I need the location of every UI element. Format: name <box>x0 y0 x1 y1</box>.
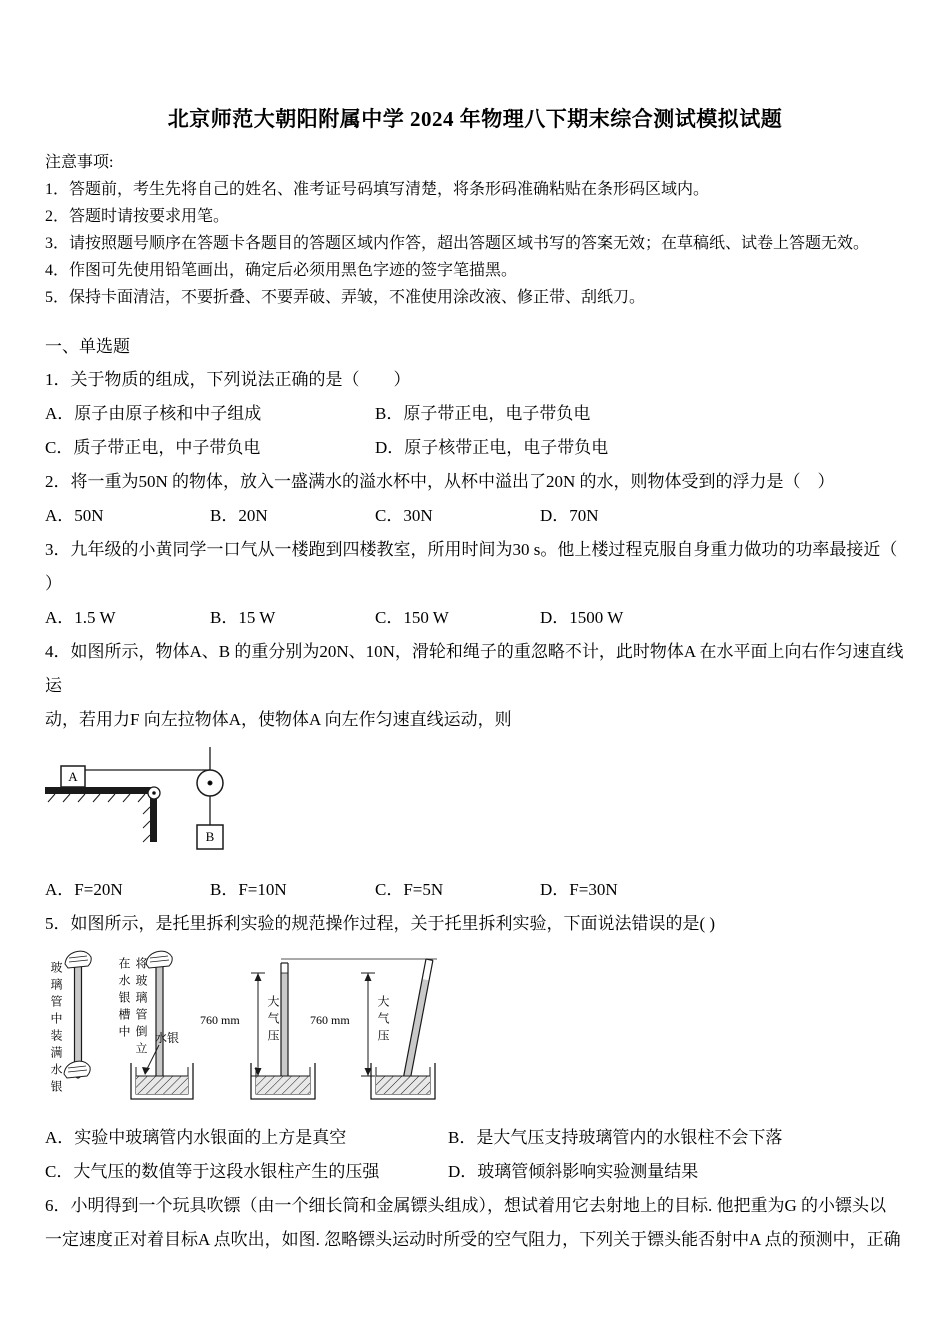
question-stem: 2．将一重为50N 的物体，放入一盛满水的溢水杯中，从杯中溢出了20N 的水，则物体受到的浮力是（ ） <box>45 472 835 491</box>
label-mercury: 水银 <box>155 1031 180 1045</box>
notice-heading: 注意事项: <box>45 154 114 171</box>
section-heading: 一、单选题 <box>45 337 130 356</box>
label-invert-into-trough: 将玻璃管倒立在水银槽中 <box>117 957 148 1059</box>
measure-arrow-760-icon <box>361 973 375 1076</box>
notice-item: 2．答题时请按要求用笔。 <box>45 208 230 225</box>
barometer-tube-icon <box>281 963 288 1089</box>
notice-item: 1．答题前，考生先将自己的姓名、准考证号码填写清楚，将条形码准确粘贴在条形码区域内。 <box>45 181 710 198</box>
figure-torricelli-experiment <box>45 949 445 1111</box>
notice-item: 4．作图可先使用铅笔画出，确定后必须用黑色字迹的签字笔描黑。 <box>45 262 518 279</box>
figure-pulley-diagram <box>45 745 255 863</box>
block-a-label: A <box>68 768 78 784</box>
question-5 <box>45 907 905 1189</box>
label-atmospheric-pressure: 大气压 <box>266 995 280 1046</box>
question-options <box>45 397 905 465</box>
option-a: A．原子由原子核和中子组成 <box>45 404 262 423</box>
question-stem-continued: ） <box>45 574 62 593</box>
question-3 <box>45 533 905 635</box>
option-b: B．原子带正电，电子带负电 <box>375 404 591 423</box>
question-options <box>45 601 905 635</box>
question-stem: 1．关于物质的组成，下列说法正确的是（ ） <box>45 370 411 389</box>
option-a: A．实验中玻璃管内水银面的上方是真空 <box>45 1128 347 1147</box>
option-c: C．150 W <box>375 608 449 627</box>
question-stem: 6．小明得到一个玩具吹镖（由一个细长筒和金属镖头组成），想试着用它去射地上的目标. 他把重为G 的小镖头以 <box>45 1196 887 1215</box>
question-stem-continued: 一定速度正对着目标A 点吹出，如图. 忽略镖头运动时所受的空气阻力，下列关于镖头能否射中A 点的预测中，正确 <box>45 1230 901 1249</box>
option-d: D．F=30N <box>540 880 618 899</box>
option-c: C．30N <box>375 506 433 525</box>
option-c: C．大气压的数值等于这段水银柱产生的压强 <box>45 1162 380 1181</box>
question-1 <box>45 363 905 465</box>
measure-arrow-760-icon <box>251 973 265 1076</box>
option-c: C．质子带正电，中子带负电 <box>45 438 261 457</box>
question-options <box>45 873 905 907</box>
option-a: A．F=20N <box>45 880 123 899</box>
option-a: A．1.5 W <box>45 608 116 627</box>
option-b: B．F=10N <box>210 880 287 899</box>
question-stem: 4．如图所示，物体A、B 的重分别为20N、10N，滑轮和绳子的重忽略不计，此时物体A 在水平面上向右作匀速直线运 <box>45 642 904 695</box>
option-b: B．是大气压支持玻璃管内的水银柱不会下落 <box>448 1128 783 1147</box>
option-b: B．15 W <box>210 608 276 627</box>
question-stem: 5．如图所示，是托里拆利实验的规范操作过程，关于托里拆利实验，下面说法错误的是( ) <box>45 914 716 933</box>
option-c: C．F=5N <box>375 880 444 899</box>
table-top <box>45 787 157 794</box>
label-760mm: 760 mm <box>310 1013 350 1027</box>
option-d: D．1500 W <box>540 608 624 627</box>
option-a: A．50N <box>45 506 104 525</box>
hand-icon <box>146 951 172 968</box>
tube-full-of-mercury-icon <box>75 955 82 1078</box>
question-stem-continued: 动，若用力F 向左拉物体A，使物体A 向左作匀速直线运动，则 <box>45 710 512 729</box>
notice-item: 5．保持卡面清洁，不要折叠、不要弄破、弄皱，不准使用涂改液、修正带、刮纸刀。 <box>45 289 646 306</box>
option-d: D．70N <box>540 506 599 525</box>
hand-icon <box>64 1061 90 1078</box>
mercury-trough-icon <box>371 1063 435 1099</box>
question-2 <box>45 465 905 533</box>
question-6 <box>45 1189 905 1257</box>
table-edge <box>150 794 157 842</box>
inverted-tube-icon <box>156 953 163 1089</box>
notice-section <box>45 150 905 311</box>
option-b: B．20N <box>210 506 268 525</box>
label-760mm: 760 mm <box>200 1013 240 1027</box>
question-stem: 3．九年级的小黄同学一口气从一楼跑到四楼教室，所用时间为30 s。他上楼过程克服自身重力做功的功率最接近（ <box>45 540 898 559</box>
notice-item: 3．请按照题号顺序在答题卡各题目的答题区域内作答，超出答题区域书写的答案无效；在草稿纸、试卷上答题无效。 <box>45 235 870 252</box>
question-options <box>45 499 905 533</box>
label-atmospheric-pressure: 大气压 <box>376 995 390 1046</box>
block-b-label: B <box>205 829 215 844</box>
pulley-diagram-drawing <box>45 745 255 863</box>
label-tube-full-of-mercury: 玻璃管中装满水银 <box>49 961 63 1097</box>
question-4 <box>45 635 905 907</box>
page-title: 北京师范大朝阳附属中学 2024 年物理八下期末综合测试模拟试题 <box>167 107 783 131</box>
question-options <box>45 1121 905 1189</box>
option-d: D．原子核带正电，电子带负电 <box>375 438 609 457</box>
option-d: D．玻璃管倾斜影响实验测量结果 <box>448 1162 699 1181</box>
tilted-tube-icon <box>402 959 433 1086</box>
hand-icon <box>65 951 91 968</box>
